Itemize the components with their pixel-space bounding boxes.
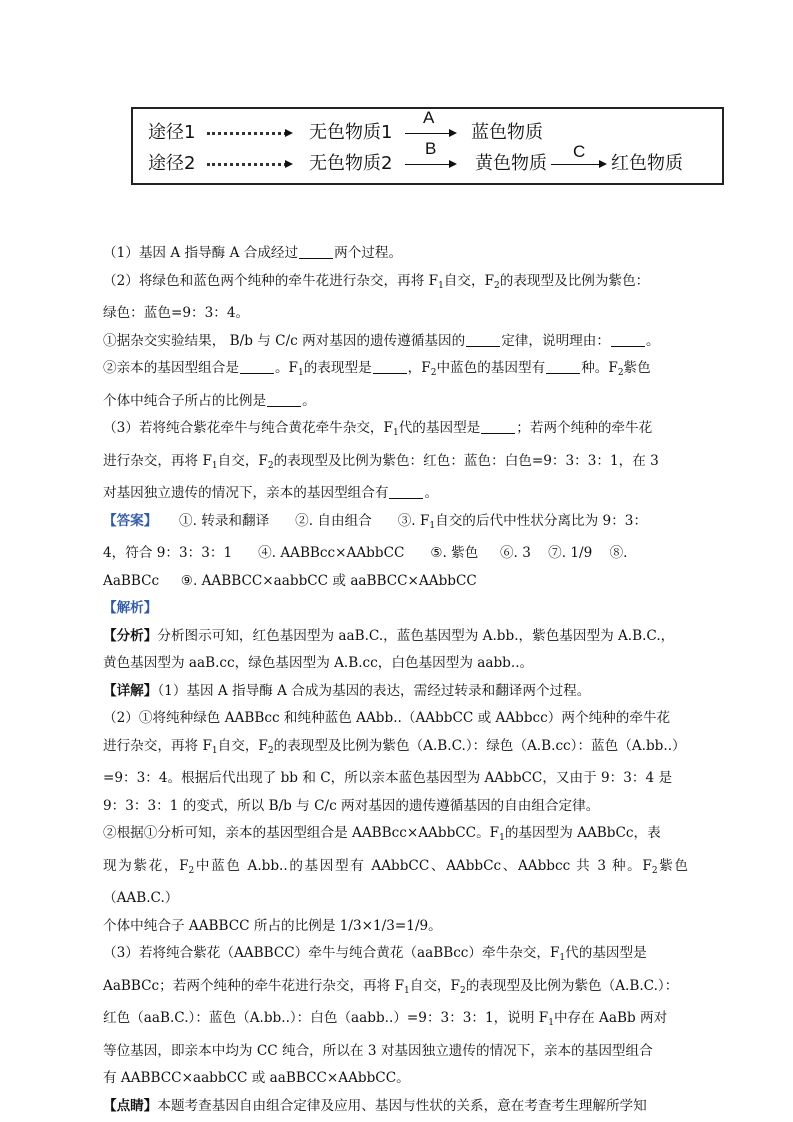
- answer-blank: [481, 419, 515, 434]
- analysis-d1: （2）①将纯种绿色 AABBcc 和纯种蓝色 AAbb..（AAbbCC 或 AAbbcc）两个纯种的牵牛花: [103, 710, 671, 726]
- dotted-arrow-2: [207, 163, 287, 166]
- analysis-tag-line: [103, 595, 688, 623]
- arrow-b: [405, 164, 451, 165]
- arrow-head-icon: [285, 160, 293, 168]
- analysis-d5: ②根据①分析可知，亲本的基因型组合是 AABBcc×AAbbCC。$F_1$的基因型为 AABbCc，表: [103, 825, 661, 843]
- analysis-d3: =9：3：4。根据后代出现了 bb 和 C，所以亲本蓝色基因型为 AAbbCC，又由于 9：3：4 是: [103, 770, 673, 786]
- analysis-fx1: 【分析】分析图示可知，红色基因型为 aaB.C.，蓝色基因型为 A.bb.，紫色基因型为 A.B.C.，: [103, 627, 675, 644]
- path1-label: 途径1: [148, 122, 196, 143]
- answer-tag: 【答案】: [103, 512, 158, 529]
- substance1: 无色物质1: [309, 122, 393, 143]
- analysis-xj1: 【详解】（1）基因 A 指导酶 A 合成为基因的表达，需经过转录和翻译两个过程。: [103, 682, 591, 699]
- answer-blank: [466, 332, 500, 347]
- question-2-part2: ②亲本的基因型组合是 。$F_1$的表现型是 ，$F_2$中蓝色的基因型有 种。$F_2$紫色: [103, 360, 651, 378]
- gene-c-label: C: [573, 142, 586, 161]
- answer-blank: [389, 484, 423, 499]
- pathway-diagram: [131, 107, 724, 185]
- question-3-line3: 对基因独立遗传的情况下，亲本的基因型组合有 。: [103, 485, 439, 501]
- answer-blank: [373, 359, 407, 374]
- question-3: （3）若将纯合紫花牵牛与纯合黄花牵牛杂交，$F_1$代的基因型是 ；若两个纯种的牵牛花: [103, 420, 653, 438]
- answer-blank: [546, 359, 580, 374]
- question-2-part1: ①据杂交实验结果， B/b 与 C/c 两对基因的遗传遵循基因的 定律，说明理由： 。: [103, 332, 660, 349]
- arrow-head-icon: [449, 129, 457, 137]
- analysis-d2: 进行杂交，再将 $F_1$自交，$F_2$的表现型及比例为紫色（A.B.C.）：绿色（A.B.cc）：蓝色（A.bb..）: [103, 737, 686, 756]
- analysis-e3: 红色（aaB.C.）：蓝色（A.bb..）：白色（aabb..）=9：3：3：1，说明 $F_1$中存在 AaBb 两对: [103, 1010, 668, 1028]
- path2-label: 途径2: [148, 153, 196, 174]
- analysis-e2: AaBBCc；若两个纯种的牵牛花进行杂交，再将 $F_1$自交，$F_2$的表现型及比例为紫色（A.B.C.）：: [103, 977, 679, 996]
- gene-b-label: B: [425, 139, 437, 158]
- question-1: （1）基因 A 指导酶 A 合成经过 两个过程。: [103, 245, 403, 261]
- question-2-line2: 绿色：蓝色=9：3：4。: [103, 305, 250, 321]
- analysis-tag: 【解析】: [103, 600, 158, 616]
- question-3-line2: 进行杂交，再将 $F_1$自交，$F_2$的表现型及比例为紫色：红色：蓝色：白色=9：3：3：1，在 3: [103, 452, 659, 471]
- answer-blank: [240, 359, 274, 374]
- answer-blank: [267, 392, 301, 407]
- dotted-arrow-1: [207, 132, 287, 135]
- substance2: 无色物质2: [309, 153, 393, 174]
- analysis-e1: （3）若将纯合紫花（AABBCC）牵牛与纯合黄花（aaBBcc）牵牛杂交，$F_1$代的基因型是: [103, 945, 647, 963]
- answer-blank: [611, 332, 645, 347]
- arrow-head-icon: [449, 160, 457, 168]
- arrow-a: [405, 133, 451, 134]
- answer-line2: 4，符合 9：3：3：1 ④. AABBcc×AAbbCC ⑤. 紫色 ⑥. 3 ⑦. 1/9 ⑧.: [103, 545, 628, 561]
- arrow-c: [551, 164, 601, 165]
- question-2: （2）将绿色和蓝色两个纯种的牵牛花进行杂交，再将 $F_1$自交，$F_2$的表现型及比例为紫色：: [103, 272, 650, 291]
- answer-line1: 【答案】 ①. 转录和翻译 ②. 自由组合 ③. $F_1$自交的后代中性状分离比为 9：3：: [103, 512, 648, 531]
- document-body: [103, 240, 688, 1120]
- analysis-e5: 有 AABBCC×aabbCC 或 aaBBCC×AAbbCC。: [103, 1070, 410, 1086]
- arrow-head-icon: [285, 129, 293, 137]
- answer-blank: [299, 244, 333, 259]
- arrow-head-icon: [599, 160, 607, 168]
- analysis-dj: 【点睛】本题考查基因自由组合定律及应用、基因与性状的关系，意在考查考生理解所学知: [103, 1097, 647, 1114]
- analysis-d4: 9：3：3：1 的变式，所以 B/b 与 C/c 两对基因的遗传遵循基因的自由组合定律。: [103, 797, 600, 814]
- analysis-d6: 现为紫花，$F_2$中蓝色 A.bb..的基因型有 AAbbCC、AAbbCc、AAbbcc 共 3 种。$F_2$紫色（AAB.C.）: [103, 857, 689, 906]
- analysis-e4: 等位基因，即亲本中均为 CC 纯合，所以在 3 对基因独立遗传的情况下，亲本的基因型组合: [103, 1042, 653, 1059]
- analysis-d7: 个体中纯合子 AABBCC 所占的比例是 1/3×1/3=1/9。: [103, 917, 442, 934]
- red-substance: 红色物质: [611, 153, 683, 174]
- question-2-part2-cont: 个体中纯合子所占的比例是 。: [103, 392, 316, 409]
- analysis-fx2: 黄色基因型为 aaB.cc，绿色基因型为 A.B.cc，白色基因型为 aabb..。: [103, 655, 534, 671]
- answer-line3: AaBBCc ⑨. AABBCC×aabbCC 或 aaBBCC×AAbbCC: [103, 572, 477, 589]
- yellow-substance: 黄色物质: [475, 153, 547, 174]
- blue-substance: 蓝色物质: [471, 122, 543, 143]
- gene-a-label: A: [423, 108, 435, 127]
